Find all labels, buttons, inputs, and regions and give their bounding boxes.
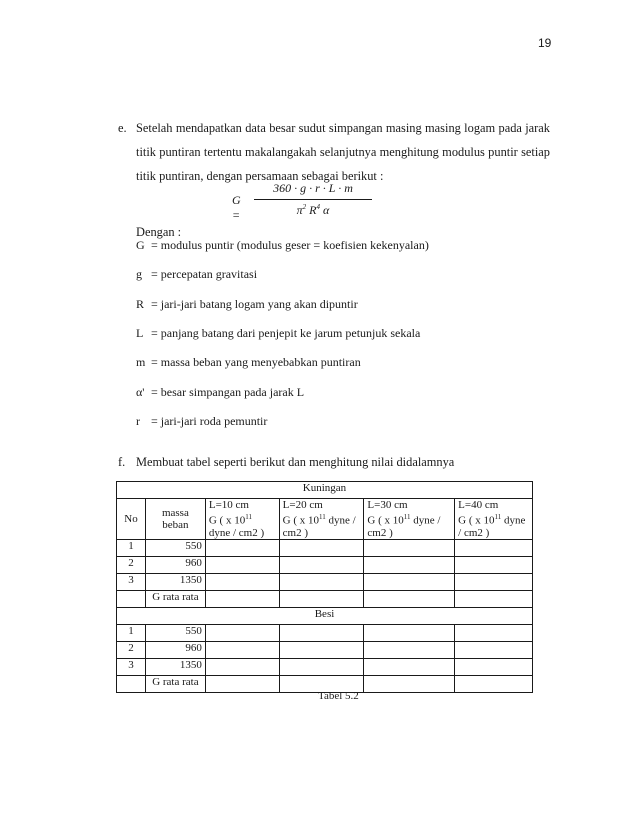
definition-symbol: G: [136, 238, 145, 252]
value-cell: [455, 624, 533, 641]
value-cell: [205, 590, 279, 607]
value-cell: [205, 539, 279, 556]
value-cell: [279, 624, 364, 641]
value-cell: [205, 675, 279, 692]
page-number: 19: [538, 36, 552, 50]
formula-denominator: $\pi^2$ $R^4$ α: [296, 203, 330, 217]
definition-text: = jari-jari roda pemuntir: [151, 414, 268, 428]
value-cell: [455, 658, 533, 675]
value-cell: [364, 590, 455, 607]
row-massa: 1350: [145, 658, 205, 675]
value-cell: [455, 539, 533, 556]
definition-symbol: α': [136, 385, 145, 399]
table-row: [117, 658, 533, 675]
avg-label: G rata rata: [145, 590, 205, 607]
row-massa: 960: [145, 641, 205, 658]
col-massa-header: massa beban: [145, 499, 205, 540]
definition-item: [136, 355, 361, 370]
row-no: 2: [117, 641, 146, 658]
definition-item: [136, 267, 257, 282]
table-row: [117, 556, 533, 573]
row-no: 3: [117, 658, 146, 675]
row-no: 3: [117, 573, 146, 590]
row-massa: 1350: [145, 573, 205, 590]
value-cell: [205, 641, 279, 658]
value-cell: [205, 624, 279, 641]
value-cell: [364, 556, 455, 573]
column-header-l1: L=10 cm G ( x $10^{11}$ dyne / cm2 ): [205, 499, 279, 540]
row-no: 1: [117, 624, 146, 641]
average-row: [117, 590, 533, 607]
section-e-label: e.: [118, 121, 127, 135]
value-cell: [279, 658, 364, 675]
value-cell: [279, 556, 364, 573]
definition-text: = percepatan gravitasi: [151, 267, 258, 281]
definition-item: [136, 414, 267, 429]
definition-item: [136, 297, 358, 312]
fraction-bar: [254, 199, 372, 200]
row-no: 2: [117, 556, 146, 573]
value-cell: [364, 675, 455, 692]
value-cell: [455, 556, 533, 573]
avg-empty-cell: [117, 675, 146, 692]
group-header-kuningan: Kuningan: [117, 482, 533, 499]
row-massa: 960: [145, 556, 205, 573]
value-cell: [364, 624, 455, 641]
formula-lhs: G =: [232, 193, 241, 222]
section-f: [118, 455, 454, 470]
definition-item: [136, 238, 429, 253]
value-cell: [279, 641, 364, 658]
row-massa: 550: [145, 539, 205, 556]
value-cell: [205, 658, 279, 675]
definition-text: = panjang batang dari penjepit ke jarum petunjuk sekala: [151, 326, 421, 340]
value-cell: [455, 573, 533, 590]
table-caption: Tabel 5.2: [318, 690, 359, 702]
table-row: [117, 624, 533, 641]
definition-text: = modulus puntir (modulus geser = koefisien kekenyalan): [151, 238, 429, 252]
avg-label: G rata rata: [145, 675, 205, 692]
definition-item: [136, 385, 304, 400]
section-e-text: Setelah mendapatkan data besar sudut simpangan masing masing logam pada jarak titik puntiran tertentu makalangakah selanjutnya menghitung modulus puntir setiap titik puntiran, dengan persamaan sebagai berikut :: [136, 121, 550, 183]
column-header-l2: L=20 cm G ( x $10^{11}$ dyne / cm2 ): [279, 499, 364, 540]
row-massa: 550: [145, 624, 205, 641]
value-cell: [279, 590, 364, 607]
group-header-besi: Besi: [117, 607, 533, 624]
definition-symbol: m: [136, 355, 146, 369]
value-cell: [364, 573, 455, 590]
column-header-l4: L=40 cm G ( x $10^{11}$ dyne / cm2 ): [455, 499, 533, 540]
avg-empty-cell: [117, 590, 146, 607]
value-cell: [205, 573, 279, 590]
value-cell: [364, 658, 455, 675]
definition-text: = jari-jari batang logam yang akan dipuntir: [151, 297, 358, 311]
value-cell: [279, 573, 364, 590]
definition-symbol: R: [136, 297, 145, 311]
value-cell: [455, 675, 533, 692]
definition-text: = besar simpangan pada jarak L: [151, 385, 305, 399]
definition-symbol: L: [136, 326, 144, 340]
definition-symbol: r: [136, 414, 140, 428]
value-cell: [455, 641, 533, 658]
row-no: 1: [117, 539, 146, 556]
table-row: [117, 539, 533, 556]
table-row: [117, 641, 533, 658]
column-header-l3: L=30 cm G ( x $10^{11}$ dyne / cm2 ): [364, 499, 455, 540]
section-e: [118, 116, 550, 188]
value-cell: [279, 539, 364, 556]
value-cell: [205, 556, 279, 573]
section-f-label: f.: [118, 455, 126, 469]
table-row: [117, 573, 533, 590]
value-cell: [364, 539, 455, 556]
dengan-label: Dengan :: [136, 225, 182, 239]
col-no-header: No: [117, 499, 146, 540]
value-cell: [455, 590, 533, 607]
data-table: [116, 481, 533, 693]
definition-item: [136, 326, 420, 341]
section-f-text: Membuat tabel seperti berikut dan menghitung nilai didalamnya: [136, 455, 455, 469]
definition-text: = massa beban yang menyebabkan puntiran: [151, 355, 361, 369]
definition-symbol: g: [136, 267, 142, 281]
value-cell: [364, 641, 455, 658]
formula-numerator: 360 · g · r · L · m: [273, 181, 353, 195]
